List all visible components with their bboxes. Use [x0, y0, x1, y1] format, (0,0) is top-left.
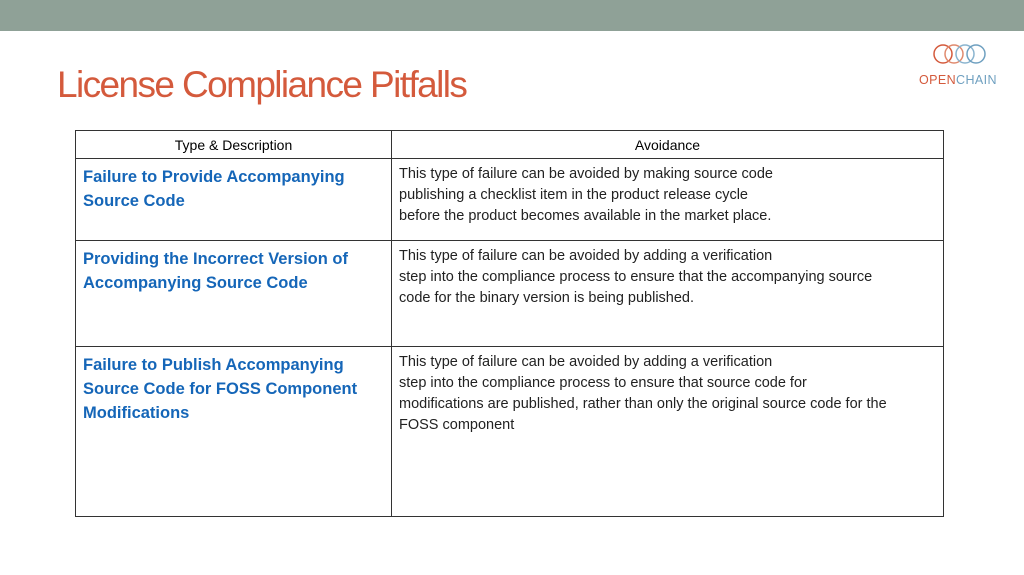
row-avoidance — [392, 241, 944, 347]
avoidance-line: step into the compliance process to ensure that the accompanying source — [399, 269, 873, 285]
table-row — [76, 347, 944, 517]
row-avoidance — [392, 347, 944, 517]
openchain-logo — [918, 40, 1004, 90]
table-row — [76, 241, 944, 347]
table-row — [76, 159, 944, 241]
avoidance-line: publishing a checklist item in the product release cycle — [399, 187, 748, 203]
avoidance-line: FOSS component — [399, 417, 515, 433]
avoidance-line: This type of failure can be avoided by adding a verification — [399, 248, 773, 264]
row-avoidance — [392, 159, 944, 241]
header-avoidance: Avoidance — [392, 131, 944, 159]
avoidance-line: modifications are published, rather than only the original source code for the — [399, 396, 887, 412]
avoidance-line: code for the binary version is being published. — [399, 290, 695, 306]
slide-title: License Compliance Pitfalls — [57, 64, 467, 105]
avoidance-line: before the product becomes available in the market place. — [399, 208, 772, 224]
row-type: Failure to Provide Accompanying Source Code — [76, 159, 392, 241]
pitfalls-table — [75, 130, 944, 517]
logo-text-open: OPEN — [919, 73, 957, 87]
header-type-description: Type & Description — [76, 131, 392, 159]
avoidance-line: This type of failure can be avoided by adding a verification — [399, 354, 773, 370]
avoidance-line: This type of failure can be avoided by making source code — [399, 166, 773, 182]
logo-text-chain: CHAIN — [956, 73, 997, 87]
top-banner — [0, 0, 1024, 31]
logo-wordmark — [919, 73, 997, 87]
logo-rings-icon — [932, 40, 988, 70]
table-header-row — [76, 131, 944, 159]
avoidance-line: step into the compliance process to ensure that source code for — [399, 375, 807, 391]
row-type: Failure to Publish Accompanying Source Code for FOSS Component Modifications — [76, 347, 392, 517]
row-type: Providing the Incorrect Version of Accompanying Source Code — [76, 241, 392, 347]
